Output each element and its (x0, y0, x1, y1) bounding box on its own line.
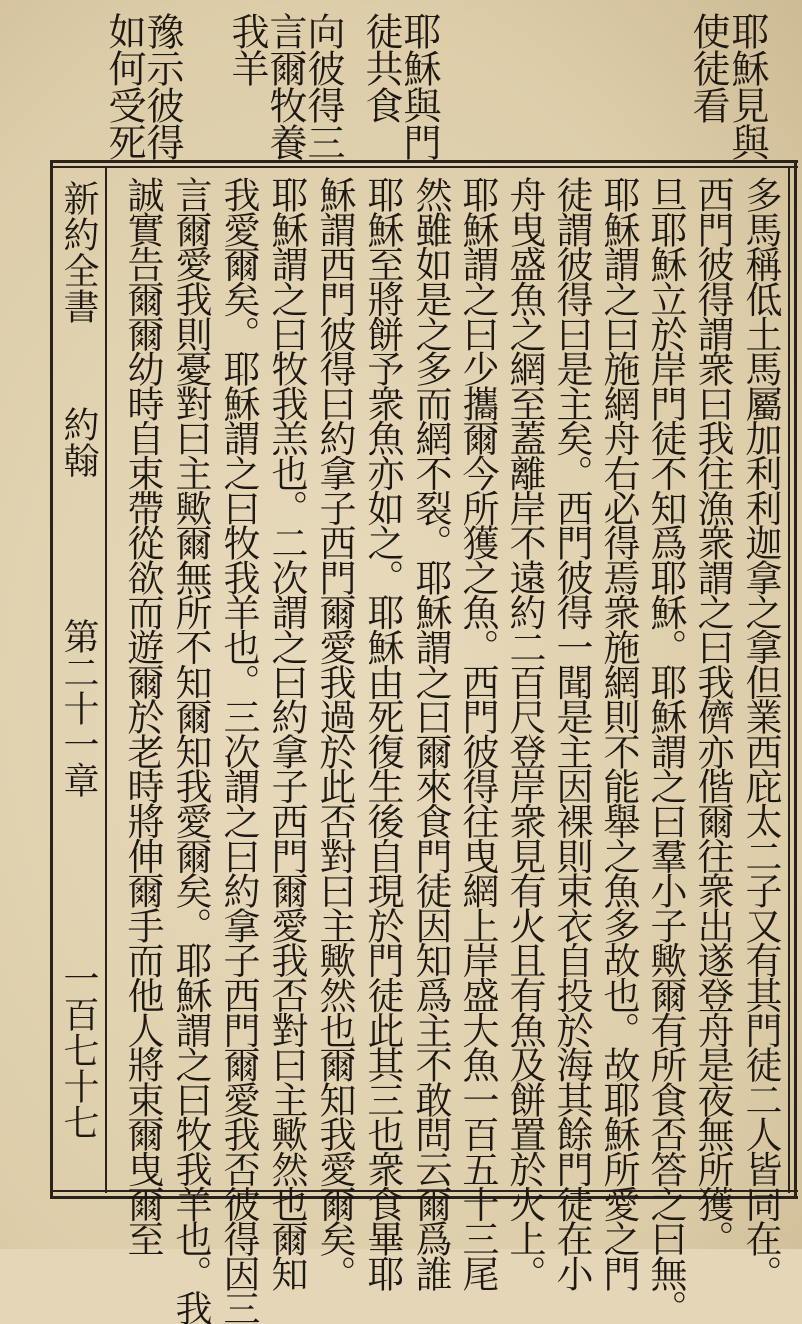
header-note: 使徒看 (686, 12, 730, 123)
text-column: 西門彼得謂衆曰我往漁衆謂之曰我儕亦偕爾往衆出遂登舟是夜無所獲。 (691, 176, 734, 1255)
text-column: 誠實告爾爾幼時自束帶從欲而遊爾於老時將伸爾手而他人將束爾曳爾至 (121, 176, 164, 1255)
text-column: 舟曳盛魚之網至蓋離岸不遠約二百尺登岸衆見有火且有魚及餅置於火上。 (503, 176, 546, 1290)
chapter-label: 第二十一章 (58, 618, 99, 798)
header-note: 向彼得三 (301, 12, 345, 160)
header-note: 我羊 (225, 12, 269, 86)
text-column: 耶穌謂之曰施網舟右必得焉衆施網則不能舉之魚多故也。故耶穌所愛之門 (597, 176, 640, 1290)
text-column: 然雖如是之多而網不裂。耶穌謂之曰爾來食門徒因知爲主不敢問云爾爲誰 (409, 176, 452, 1290)
text-column: 徒謂彼得曰是主矣。西門彼得一聞是主因裸則束衣自投於海其餘門徒在小 (550, 176, 593, 1290)
text-column: 我愛爾矣。耶穌謂之曰牧我羊也。三次謂之曰約拿子西門爾愛我否彼得因三 (217, 176, 260, 1324)
book-title: 新約全書 (58, 180, 99, 324)
header-note: 豫示彼得 (140, 12, 184, 160)
top-rule (50, 160, 798, 163)
margin-divider (105, 166, 107, 1193)
right-rule-inner (788, 166, 790, 1193)
book-name: 約翰 (58, 406, 99, 478)
header-note: 言爾牧養 (263, 12, 307, 160)
header-note: 徒共食 (359, 12, 403, 123)
header-note: 耶穌與門 (397, 12, 441, 160)
text-column: 耶穌謂之曰少攜爾今所獲之魚。西門彼得往曳網上岸盛大魚一百五十三尾 (456, 176, 499, 1290)
header-note: 耶穌見與 (725, 12, 769, 160)
left-rule (50, 160, 53, 1199)
header-note: 如何受死 (102, 12, 146, 160)
top-rule-inner (50, 166, 798, 168)
right-rule (794, 160, 797, 1199)
text-column: 穌謂西門彼得曰約拿子西門爾愛我過於此否對曰主歟然也爾知我愛爾矣。 (313, 176, 356, 1290)
text-column: 言爾愛我則憂對曰主歟爾無所不知爾知我愛爾矣。耶穌謂之曰牧我羊也。我 (169, 176, 212, 1324)
text-column: 耶穌至將餅予衆魚亦如之。耶穌由死復生後自現於門徒此其三也衆食畢耶 (361, 176, 404, 1290)
text-column: 多馬稱低土馬屬加利利迦拿之拿但業西庇太二子又有其門徒二人皆同在。 (739, 176, 782, 1290)
text-column: 耶穌謂之曰牧我羔也。二次謂之曰約拿子西門爾愛我否對曰主歟然也爾知 (265, 176, 308, 1290)
text-column: 旦耶穌立於岸門徒不知爲耶穌。耶穌謂之曰羣小子歟爾有所食否答之曰無。 (644, 176, 687, 1324)
page-number: 一百七十七 (58, 960, 99, 1140)
